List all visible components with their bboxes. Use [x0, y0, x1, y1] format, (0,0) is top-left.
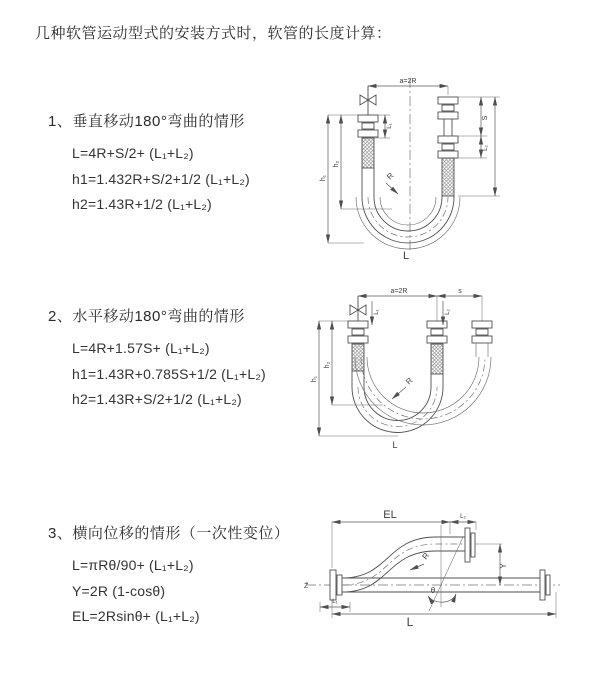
radius-label: R	[420, 551, 432, 562]
pipe-right	[444, 119, 452, 136]
dimension-span	[358, 288, 482, 321]
formula-list	[72, 553, 289, 630]
formula-line: Y=2R (1-cosθ)	[72, 582, 166, 599]
diagram-lateral-shift	[298, 492, 600, 674]
section-heading: 1、垂直移动180°弯曲的情形	[48, 113, 245, 130]
hose-s-curve	[342, 537, 465, 592]
dimension-l2	[450, 513, 476, 530]
valve-icon	[350, 296, 366, 321]
hose-braid-right	[442, 158, 454, 196]
section-horizontal-movement	[48, 305, 266, 413]
hose-moved-position-outer	[356, 197, 460, 249]
hose-u-bend	[352, 371, 443, 433]
length-label: L	[406, 615, 414, 629]
formula-line: L=4R+1.57S+ (L₁+L₂)	[72, 340, 210, 356]
dimension-el	[332, 509, 450, 568]
formula-line: h1=1.432R+S/2+1/2 (L₁+L₂)	[72, 170, 250, 187]
length-label: L	[392, 440, 398, 450]
formula-list	[72, 336, 266, 413]
dimension-l1	[372, 301, 380, 325]
section-heading: 2、水平移动180°弯曲的情形	[48, 308, 245, 325]
dim-label-l1: L₁	[386, 123, 393, 129]
dim-label-span: a=2R	[399, 78, 417, 85]
dim-label-h2: h₂	[333, 160, 340, 168]
radius-label: R	[404, 375, 415, 387]
dimension-span	[368, 78, 448, 95]
length-label: L	[402, 250, 410, 262]
dim-label-l2: L₂	[482, 145, 489, 151]
section-heading: 3、横向位移的情形（一次性变位）	[48, 525, 290, 542]
dim-label-h1: h₁	[320, 174, 327, 182]
dim-label-l2: L₂	[444, 309, 451, 315]
weld-mark-label: Z̄	[304, 583, 309, 590]
section-lateral-displacement	[48, 522, 289, 630]
radius-leader	[385, 171, 398, 194]
dimension-y	[499, 544, 508, 585]
dimension-s	[458, 97, 500, 158]
flange-right-displaced	[465, 528, 502, 562]
dimension-l1	[320, 598, 350, 612]
hose-u-bend-moved	[355, 357, 491, 425]
formula-line: h2=1.43R+1/2 (L₁+L₂)	[72, 196, 212, 212]
hose-braid-left	[362, 138, 374, 168]
dim-label-el: EL	[383, 509, 397, 521]
hose-braid-left	[352, 344, 364, 371]
flange-right-original	[540, 570, 550, 600]
dim-label-s: S	[482, 115, 489, 121]
diagram-vertical-bend	[306, 66, 598, 264]
flange-middle	[427, 321, 447, 343]
section-vertical-movement	[48, 110, 250, 218]
angle-theta	[428, 525, 463, 611]
dim-label-h1: h₁	[311, 375, 318, 383]
dim-label-l1: L₁	[332, 598, 338, 605]
diagram-horizontal-bend	[303, 279, 600, 470]
radius-leader	[392, 376, 415, 399]
dimension-h1	[320, 115, 364, 243]
dimension-l2	[458, 97, 500, 196]
radius-leader	[410, 551, 431, 570]
formula-line: h1=1.43R+0.785S+1/2 (L₁+L₂)	[72, 365, 266, 382]
hose-braid-middle	[431, 344, 443, 374]
flange-right-lower	[438, 136, 458, 158]
pipe-right-moved	[476, 343, 488, 357]
hose-moved-position-inner	[380, 197, 436, 225]
dimension-l	[332, 592, 556, 629]
formula-line: h2=1.43R+S/2+1/2 (L₁+L₂)	[72, 391, 242, 407]
dim-label-y: Y	[499, 563, 508, 569]
page-title: 几种软管运动型式的安装方式时，软管的长度计算：	[35, 25, 392, 42]
dim-label-l2: L₂	[460, 513, 466, 520]
formula-line: L=πRθ/90+ (L₁+L₂)	[72, 557, 194, 573]
dim-label-shift: s	[458, 288, 462, 295]
dim-label-span: a=2R	[390, 288, 408, 295]
radius-label: R	[385, 170, 396, 182]
flange-right-upper	[438, 97, 458, 119]
flange-right-moved	[472, 321, 492, 343]
flange-left	[348, 321, 368, 343]
flange-left	[358, 115, 378, 137]
formula-list	[72, 141, 250, 218]
formula-line: EL=2Rsinθ+ (L₁+L₂)	[72, 608, 200, 624]
valve-icon	[360, 86, 376, 115]
flange-left	[330, 570, 342, 600]
dim-label-h2: h₂	[324, 361, 331, 369]
theta-label: θ	[430, 586, 436, 595]
dim-label-l1: L₁	[373, 309, 380, 315]
formula-line: L=4R+S/2+ (L₁+L₂)	[72, 145, 194, 161]
